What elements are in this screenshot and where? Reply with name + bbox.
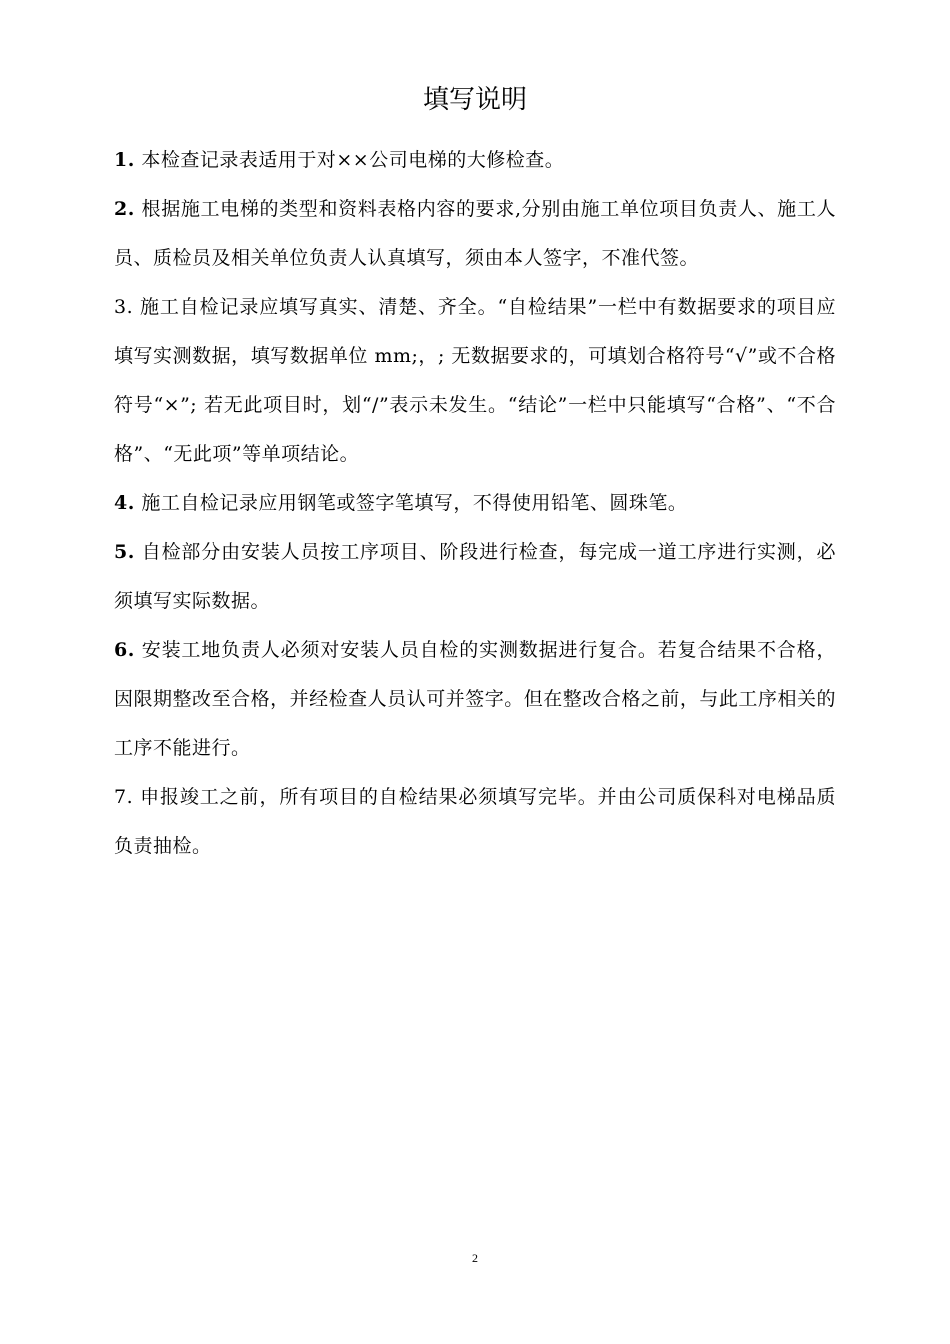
instruction-item-5 [114, 528, 836, 626]
instruction-item-2 [114, 185, 836, 283]
instructions-list [114, 136, 836, 871]
item-text: 申报竣工之前，所有项目的自检结果必须填写完毕。并由公司质保科对电梯品质负责抽检。 [114, 786, 836, 857]
instruction-item-3 [114, 283, 836, 479]
instruction-item-1 [114, 136, 836, 185]
item-number: 4. [114, 492, 135, 514]
item-number: 1. [114, 149, 135, 171]
page-title: 填写说明 [422, 85, 527, 115]
item-text: 本检查记录表适用于对××公司电梯的大修检查。 [141, 149, 565, 171]
item-number: 2. [114, 198, 135, 220]
item-text: 施工自检记录应用钢笔或签字笔填写，不得使用铅笔、圆珠笔。 [141, 492, 688, 514]
item-text: 施工自检记录应填写真实、清楚、齐全。“自检结果”一栏中有数据要求的项目应填写实测数据，填写数据单位 mm;，; 无数据要求的，可填划合格符号“√”或不合格符号“×”; 若无此项目时，划“/”表示未发生。“结论”一栏中只能填写“合格”、“不合格”、“无此项”等单项结论。 [114, 296, 836, 465]
instruction-item-6 [114, 626, 836, 773]
item-number: 5. [114, 541, 135, 563]
item-number: 3. [114, 296, 134, 318]
instruction-item-7 [114, 773, 836, 871]
item-number: 6. [114, 639, 135, 661]
item-text: 根据施工电梯的类型和资料表格内容的要求,分别由施工单位项目负责人、施工人员、质检员及相关单位负责人认真填写，须由本人签字，不准代签。 [114, 198, 836, 269]
item-text: 安装工地负责人必须对安装人员自检的实测数据进行复合。若复合结果不合格，因限期整改至合格，并经检查人员认可并签字。但在整改合格之前，与此工序相关的工序不能进行。 [114, 639, 836, 759]
page-number: 2 [472, 1251, 478, 1265]
instruction-item-4 [114, 479, 836, 528]
item-text: 自检部分由安装人员按工序项目、阶段进行检查，每完成一道工序进行实测，必须填写实际数据。 [114, 541, 836, 612]
item-number: 7. [114, 786, 134, 808]
